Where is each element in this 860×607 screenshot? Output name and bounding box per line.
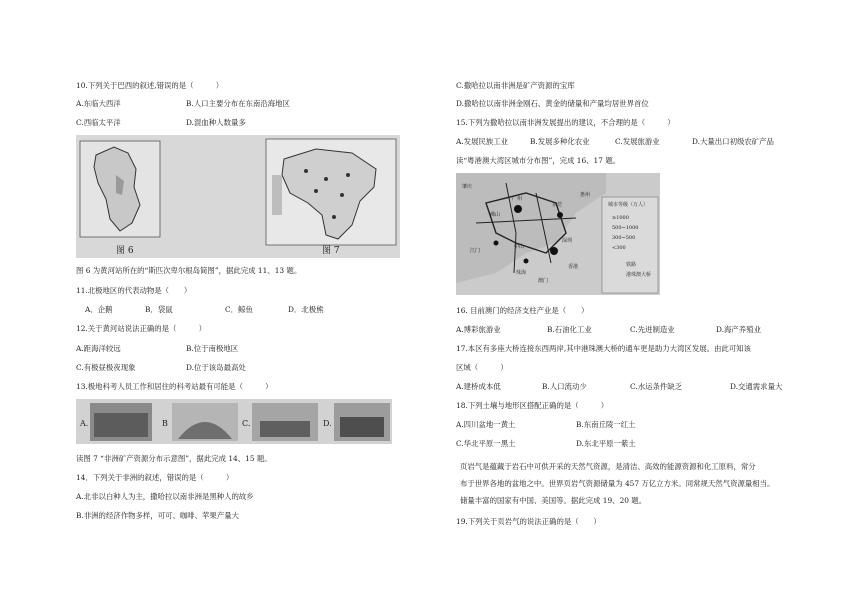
q15-stem: 15.下列为撒哈拉以南非洲发展提出的建议，不合理的是（ ）	[456, 118, 675, 127]
map-label-zhongshan: 中山	[514, 244, 525, 250]
q18-option-d: D.东北平原一紫土	[576, 439, 636, 448]
q18-option-b: B.东南丘陵一红土	[576, 420, 636, 429]
map-label-zhuhai: 珠海	[516, 270, 527, 276]
q10-option-d: D.混血种人数量多	[186, 118, 246, 127]
figure-caption: 图 6 为黄河站所在的“斯匹次卑尔根岛简图”，据此完成 11、13 题。	[76, 266, 302, 275]
q12-option-b: B.位于南极地区	[186, 344, 239, 353]
q17-option-d: D.交通需求量大	[730, 382, 783, 391]
map-label-guangzhou: 广州	[512, 196, 523, 202]
q11-option-b: B．袋鼠	[145, 305, 173, 314]
photo-label-b: B	[162, 419, 168, 428]
q14-stem: 14．下列关于非洲的叙述，错误的是（ ）	[76, 473, 234, 482]
q14-option-a: A.北非以白种人为主，撒哈拉以南非洲是黑种人的故乡	[76, 492, 254, 501]
photo-label-c: C.	[242, 419, 251, 428]
map-label-huizhou: 惠州	[580, 192, 591, 198]
shale-gas-passage	[460, 458, 850, 509]
map-label-jiangmen: 江门	[470, 248, 481, 254]
q18-stem: 18.下列土壤与地形区搭配正确的是（ ）	[456, 401, 609, 410]
map-legend-item-1: ≥1000	[612, 215, 629, 221]
q16-stem: 16. 目前澳门的经济支柱产业是（ ）	[456, 306, 589, 315]
map-label-macau: 澳门	[538, 278, 549, 284]
q19-stem: 19.下列关于页岩气的说法正确的是（ ）	[456, 517, 601, 526]
map-legend-title: 城市等级（万人）	[608, 202, 649, 208]
q12-option-c: C.有极昼极夜现象	[76, 363, 136, 372]
map-legend-item-4: <300	[612, 245, 626, 251]
q12-option-d: D.位于该岛最高处	[186, 363, 246, 372]
q18-option-a: A.四川盆地一黄土	[456, 420, 516, 429]
map-legend-item-6: 港珠澳大桥	[626, 272, 652, 278]
map-legend-item-5: 铁路	[626, 262, 637, 268]
q16-option-b: B.石油化工业	[547, 325, 592, 334]
bay-area-map	[456, 173, 660, 295]
q17-option-b: B.人口流动少	[542, 382, 587, 391]
figure-6-7-image	[76, 135, 400, 258]
q16-option-c: C.先进制造业	[630, 325, 675, 334]
q10-option-b: B.人口主要分布在东南沿海地区	[186, 99, 290, 108]
map-legend-item-3: 300~500	[612, 235, 636, 241]
figure-7-caption: 读图 7 “非洲矿产资源分布示意图”，据此完成 14、15 题。	[76, 454, 272, 463]
q16-option-d: D.海产养殖业	[716, 325, 761, 334]
q10-option-a: A.东临大西洋	[76, 99, 121, 108]
figure-7-label: 图 7	[322, 246, 340, 256]
map-label-dongguan: 东莞	[552, 202, 563, 208]
q15-option-a: A.发展民族工业	[456, 137, 509, 146]
passage-line-3: 储量丰富的国家有中国、美国等。据此完成 19、20 题。	[460, 496, 647, 505]
passage-line-2: 布于世界各地的盆地之中。世界页岩气资源储量为 457 万亿立方米。同常规天然气资源量相当。	[460, 479, 775, 488]
q17-option-a: A.建桥成本低	[456, 382, 501, 391]
q14-option-b: B.非洲的经济作物多样，可可、咖啡、苹果产量大	[76, 511, 239, 520]
map-caption: 读“粤港澳大湾区城市分布图”，完成 16、17 题。	[456, 156, 621, 165]
q13-photos-svg	[76, 399, 392, 444]
map-legend-item-2: 500~1000	[612, 225, 639, 231]
photo-label-a: A.	[80, 419, 89, 428]
q18-option-c: C.华北平原一黑土	[456, 439, 516, 448]
q17-stem: 17.本区有多座大桥连接东西两岸,其中港珠澳大桥的通车更是助力大湾区发展。由此可知该	[456, 344, 751, 353]
q14-option-c: C.撒哈拉以南非洲是矿产资源的宝库	[456, 81, 575, 90]
q17-option-c: C.水运条件缺乏	[630, 382, 683, 391]
q14-option-d: D.撒哈拉以南非洲金刚石、黄金的储量和产量均居世界首位	[456, 99, 649, 108]
q15-option-d: D.大量出口初级农矿产品	[692, 137, 774, 146]
map-label-hongkong: 香港	[568, 264, 579, 270]
q13-stem: 13.极地科考人员工作和居住的科考站最有可能是（ ）	[76, 382, 273, 391]
map-label-zhaoqing: 肇庆	[462, 184, 473, 190]
q11-option-a: A．企鹅	[85, 305, 113, 314]
q11-option-d: D．北极熊	[288, 305, 324, 314]
q12-option-a: A.距海洋较远	[76, 344, 121, 353]
q12-stem: 12.关于黄河站说法正确的是（ ）	[76, 324, 207, 333]
q17-stem-continued: 区域（ ）	[456, 363, 508, 372]
map-label-shenzhen: 深圳	[562, 238, 573, 244]
q15-option-b: B.发展多种化农业	[530, 137, 590, 146]
figure-maps-svg	[76, 135, 400, 258]
passage-line-1: 页岩气是蕴藏于岩石中可供开采的天然气资源，是清洁、高效的能源资源和化工原料，常分	[460, 462, 756, 471]
q15-option-c: C.发展旅游业	[615, 137, 660, 146]
q10-option-c: C.西临太平洋	[76, 118, 121, 127]
q16-option-a: A.博彩旅游业	[456, 325, 501, 334]
figure-6-label: 图 6	[116, 246, 134, 256]
q13-photos	[76, 399, 392, 444]
q11-stem: 11.北极地区的代表动物是（ ）	[76, 286, 192, 295]
q11-option-c: C．鲸鱼	[225, 305, 253, 314]
map-label-foshan: 佛山	[490, 212, 501, 218]
q10-stem: 10.下列关于巴西的叙述,错误的是（ ）	[76, 81, 224, 90]
photo-label-d: D.	[323, 419, 332, 428]
